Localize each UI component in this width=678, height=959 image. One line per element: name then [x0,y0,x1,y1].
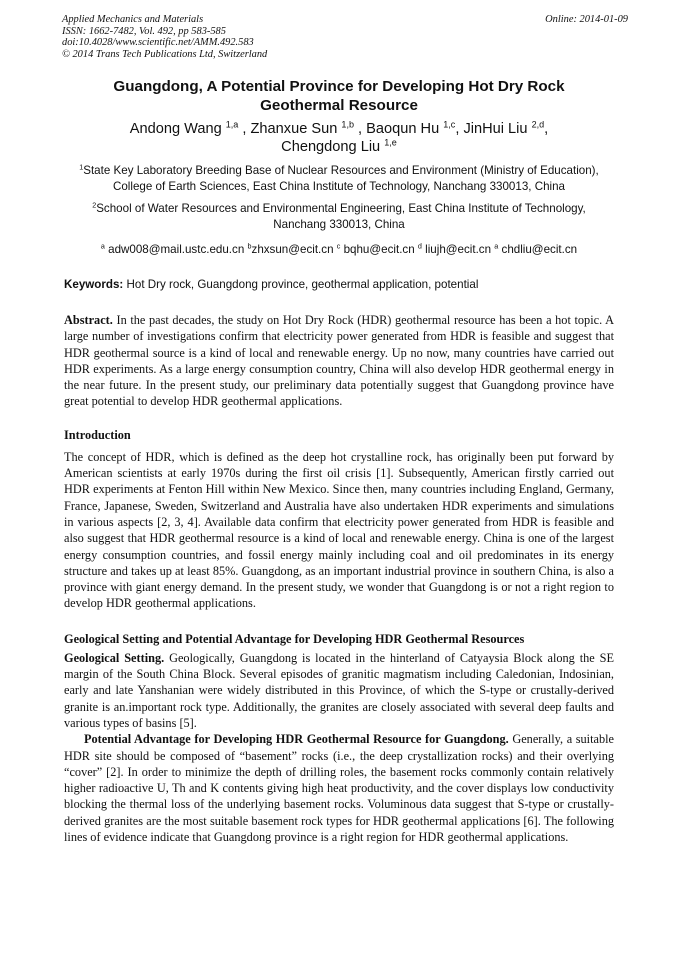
author-affiliation-mark: 1,c [443,119,456,130]
affiliation-text: School of Water Resources and Environmental Engineering, East China Institute of Technology, [96,202,586,215]
author-emails [64,242,614,257]
email-address[interactable]: chdliu@ecit.cn [501,243,578,256]
journal-header [62,14,628,60]
keywords-label: Keywords: [64,278,124,291]
doi-line: doi:10.4028/www.scientific.net/AMM.492.583 [62,37,254,48]
copyright-line: © 2014 Trans Tech Publications Ltd, Switzerland [62,48,268,60]
author-name: Chengdong Liu [281,139,381,155]
email-mark: d [417,241,422,251]
abstract-paragraph [64,312,614,410]
author-affiliation-mark: 1,b [341,119,354,130]
affiliation-1-line-1 [64,163,614,179]
geological-setting-label: Geological Setting. [64,650,165,665]
affiliation-number: 2 [92,200,97,210]
affiliation-number: 1 [79,162,84,172]
email-mark: b [247,241,252,251]
email-address[interactable]: liujh@ecit.cn [425,243,492,256]
author-affiliation-mark: 1,a [225,119,239,130]
author-separator: , [238,121,251,137]
geological-setting-text: Geologically, Guangdong is located in the hinterland of Catyaysia Block along the SE margin of the South China Block. Several episodes of granitic magmatism including Caledonian, Indosinian, early and late Yanshanian were widely distributed in this Province, of which the S-type or crustally-derived granite is an.important rock type. Additionally, the granites are closely associated with several deep faults and various types of basins [5]. [64,650,614,730]
email-mark: c [336,241,341,251]
author-line-1 [64,120,614,138]
keywords-line [64,277,614,292]
author-separator: , [353,121,367,137]
journal-name: Applied Mechanics and Materials [62,14,204,25]
author-name: JinHui Liu [463,121,528,137]
keywords-text: Hot Dry rock, Guangdong province, geothermal application, potential [126,278,479,291]
author-separator: , [455,121,464,137]
author-list [64,120,614,156]
author-separator: , [544,121,549,137]
affiliation-2 [64,201,614,232]
affiliation-2-line-1 [64,201,614,217]
affiliation-text: State Key Laboratory Breeding Base of Nuclear Resources and Environment (Ministry of Education), [83,164,599,177]
geological-setting-paragraph [64,650,614,731]
email-mark: a [494,241,499,251]
email-address[interactable]: zhxsun@ecit.cn [251,243,334,256]
affiliation-1-line-2: College of Earth Sciences, East China Institute of Technology, Nanchang 330013, China [112,179,565,193]
author-affiliation-mark: 1,e [384,137,397,148]
author-name: Zhanxue Sun [250,121,338,137]
potential-advantage-paragraph [64,731,614,845]
email-mark: a [100,241,105,251]
author-line-2 [64,138,614,156]
email-address[interactable]: adw008@mail.ustc.edu.cn [108,243,245,256]
introduction-paragraph: The concept of HDR, which is defined as the deep hot crystalline rock, has originally been put forward by American scientists at early 1970s during the first oil crisis [1]. Subsequently, American firstly carried out HDR experiments at Fenton Hill within New Mexico. Since then, many countries including England, Germany, France, Japanese, Sweden, Switzerland and Australia have also undertaken HDR experiments and simulations in various aspects [2, 3, 4]. Available data confirm that electricity power generated from HDR is feasible and also suggest that HDR geothermal resource is a kind of local and renewable energy. China is one of the largest energy consumption countries, and fossil energy mainly including coal and oil predominates in its energy structure and takes up at least 85%. Guangdong, as an important industrial province in southern China, is also a province with giant energy demand. In the present study, we wonder that Guangdong is or not a right region to develop HDR geothermal applications. [64,449,614,611]
title-line-2: Geothermal Resource [260,97,418,114]
abstract-label: Abstract. [64,313,113,327]
potential-advantage-label: Potential Advantage for Developing HDR Geothermal Resource for Guangdong. [84,732,509,747]
affiliation-1 [64,163,614,194]
online-date: Online: 2014-01-09 [545,14,628,25]
abstract-text: In the past decades, the study on Hot Dry Rock (HDR) geothermal resource has been a hot topic. A large number of investigations confirm that electricity power generated from HDR is feasible and suggest that HDR geothermal source is a kind of local and renewable energy. Up no now, many countries have carried out HDR experiments. As a large energy consumption country, China will also develop HDR geothermal energy in the near future. In the present study, our preliminary data potentially suggest that Guangdong province have great potential to develop HDR geothermal applications. [64,313,614,409]
geology-heading: Geological Setting and Potential Advantage for Developing HDR Geothermal Resources [64,631,525,646]
potential-advantage-text: Generally, a suitable HDR site should be composed of “basement” rocks (i.e., the deep crystallization rocks) and their overlying “cover” [2]. In order to minimize the depth of drilling roles, the basement rocks commonly contain relatively higher radioactive U, Th and K contents giving high heat productivity, and the cover displays low conductivity blocking the thermal loss of the underlying basement rocks. Voluminous data suggest that S-type or crustally-derived granites are the most suitable basement rock types for HDR geothermal applications [6]. The following lines of evidence indicate that Guangdong province is a right region for HDR geothermal applications. [64,732,614,845]
author-name: Andong Wang [129,121,222,137]
paper-title [64,77,614,115]
author-name: Baoqun Hu [366,121,440,137]
author-affiliation-mark: 2,d [531,119,545,130]
title-line-1: Guangdong, A Potential Province for Developing Hot Dry Rock [113,78,565,95]
issn-line: ISSN: 1662-7482, Vol. 492, pp 583-585 [62,25,226,37]
introduction-heading: Introduction [64,427,131,442]
affiliation-2-line-2: Nanchang 330013, China [273,217,405,231]
email-address[interactable]: bqhu@ecit.cn [343,243,415,256]
